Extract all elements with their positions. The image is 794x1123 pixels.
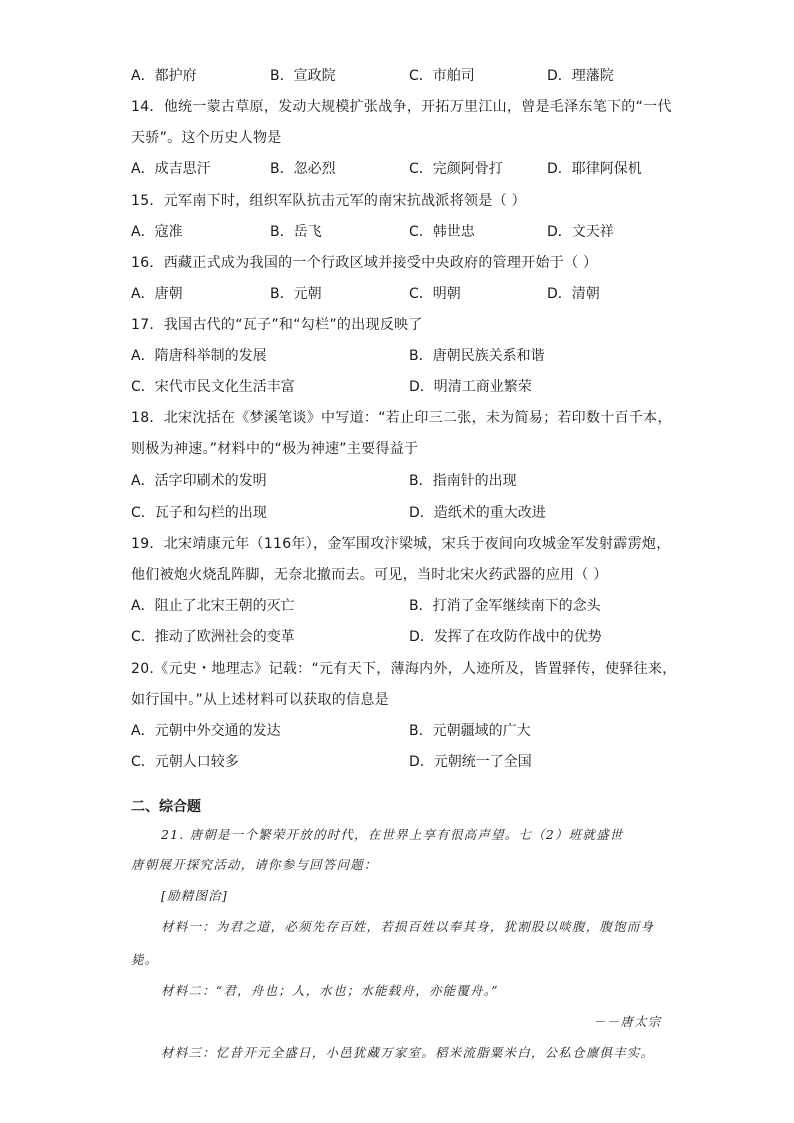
- section-heading: 二、综合题: [131, 799, 201, 815]
- q18-stem-line2: 则极为神速。”材料中的“极为神速”主要得益于: [131, 441, 419, 457]
- q15-option-b: B．岳飞: [270, 224, 322, 240]
- q14-option-b: B．忽必烈: [270, 161, 336, 177]
- q13-option-c: C．市舶司: [409, 68, 475, 84]
- q14-stem-line2: 天骄”。这个历史人物是: [131, 130, 282, 146]
- q15-option-a: A．寇准: [131, 224, 183, 240]
- q13-option-a: A．都护府: [131, 68, 197, 84]
- q14-stem-line1: 14．他统一蒙古草原，发动大规模扩张战争，开拓万里江山，曾是毛泽东笔下的“一代: [131, 99, 672, 115]
- q13-option-d: D．理藩院: [547, 68, 614, 84]
- q19-stem-line2: 他们被炮火烧乱阵脚，无奈北撤而去。可见，当时北宋火药武器的应用（ ）: [131, 567, 608, 583]
- q19-stem-line1: 19．北宋靖康元年（116年），金军围攻汴梁城，宋兵于夜间向攻城金军发射霹雳炮，: [131, 536, 671, 552]
- q16-option-b: B．元朝: [270, 286, 322, 302]
- material-2-source: －－唐太宗: [593, 1014, 662, 1029]
- q19-option-c: C．推动了欧洲社会的变革: [131, 629, 295, 645]
- q21-stem-line1: 21. 唐朝是一个繁荣开放的时代，在世界上享有很高声望。七（2）班就盛世: [161, 827, 624, 842]
- q17-stem: 17．我国古代的“瓦子”和“勾栏”的出现反映了: [131, 317, 423, 333]
- q13-option-b: B．宣政院: [270, 68, 336, 84]
- q14-option-a: A．成吉思汗: [131, 161, 211, 177]
- material-1-line2: 毙。: [131, 952, 159, 967]
- q15-option-d: D．文天祥: [547, 224, 614, 240]
- q20-stem-line2: 如行国中。”从上述材料可以获取的信息是: [131, 692, 389, 708]
- q19-option-b: B．打消了金军继续南下的念头: [409, 598, 601, 614]
- q16-option-a: A．唐朝: [131, 286, 183, 302]
- q19-option-a: A．阻止了北宋王朝的灭亡: [131, 598, 295, 614]
- q16-option-c: C．明朝: [409, 286, 461, 302]
- material-1-line1: 材料一：为君之道，必须先存百姓，若损百姓以奉其身，犹割股以啖腹，腹饱而身: [161, 919, 655, 934]
- q16-stem: 16．西藏正式成为我国的一个行政区域并接受中央政府的管理开始于（ ）: [131, 255, 598, 271]
- q18-option-b: B．指南针的出现: [409, 473, 517, 489]
- q20-option-d: D．元朝统一了全国: [409, 754, 532, 770]
- material-2: 材料二：“君，舟也；人，水也；水能载舟，亦能覆舟。”: [161, 983, 499, 998]
- q18-option-d: D．造纸术的重大改进: [409, 505, 546, 521]
- q18-option-c: C．瓦子和勾栏的出现: [131, 505, 267, 521]
- q18-stem-line1: 18．北宋沈括在《梦溪笔谈》中写道：“若止印三二张，未为简易；若印数十百千本，: [131, 410, 672, 426]
- q17-option-c: C．宋代市民文化生活丰富: [131, 379, 295, 395]
- q19-option-d: D．发挥了在攻防作战中的优势: [409, 629, 602, 645]
- q15-option-c: C．韩世忠: [409, 224, 475, 240]
- q17-option-d: D．明清工商业繁荣: [409, 379, 532, 395]
- q16-option-d: D．清朝: [547, 286, 600, 302]
- q15-stem: 15．元军南下时，组织军队抗击元军的南宋抗战派将领是（ ）: [131, 193, 526, 209]
- q20-option-b: B．元朝疆域的广大: [409, 723, 531, 739]
- q20-stem-line1: 20.《元史・地理志》记载：“元有天下，薄海内外，人迹所及，皆置驿传，使驿往来，: [131, 661, 677, 677]
- q20-option-c: C．元朝人口较多: [131, 754, 239, 770]
- q17-option-b: B．唐朝民族关系和谐: [409, 348, 545, 364]
- q18-option-a: A．活字印刷术的发明: [131, 473, 267, 489]
- q21-stem-line2: 唐朝展开探究活动，请你参与回答问题：: [131, 857, 378, 872]
- material-3: 材料三：忆昔开元全盛日，小邑犹藏万家室。稻米流脂粟米白，公私仓廪俱丰实。: [161, 1045, 655, 1060]
- q20-option-a: A．元朝中外交通的发达: [131, 723, 281, 739]
- subsection-label: [励精图治]: [161, 888, 228, 903]
- q14-option-d: D．耶律阿保机: [547, 161, 642, 177]
- q14-option-c: C．完颜阿骨打: [409, 161, 503, 177]
- q17-option-a: A．隋唐科举制的发展: [131, 348, 267, 364]
